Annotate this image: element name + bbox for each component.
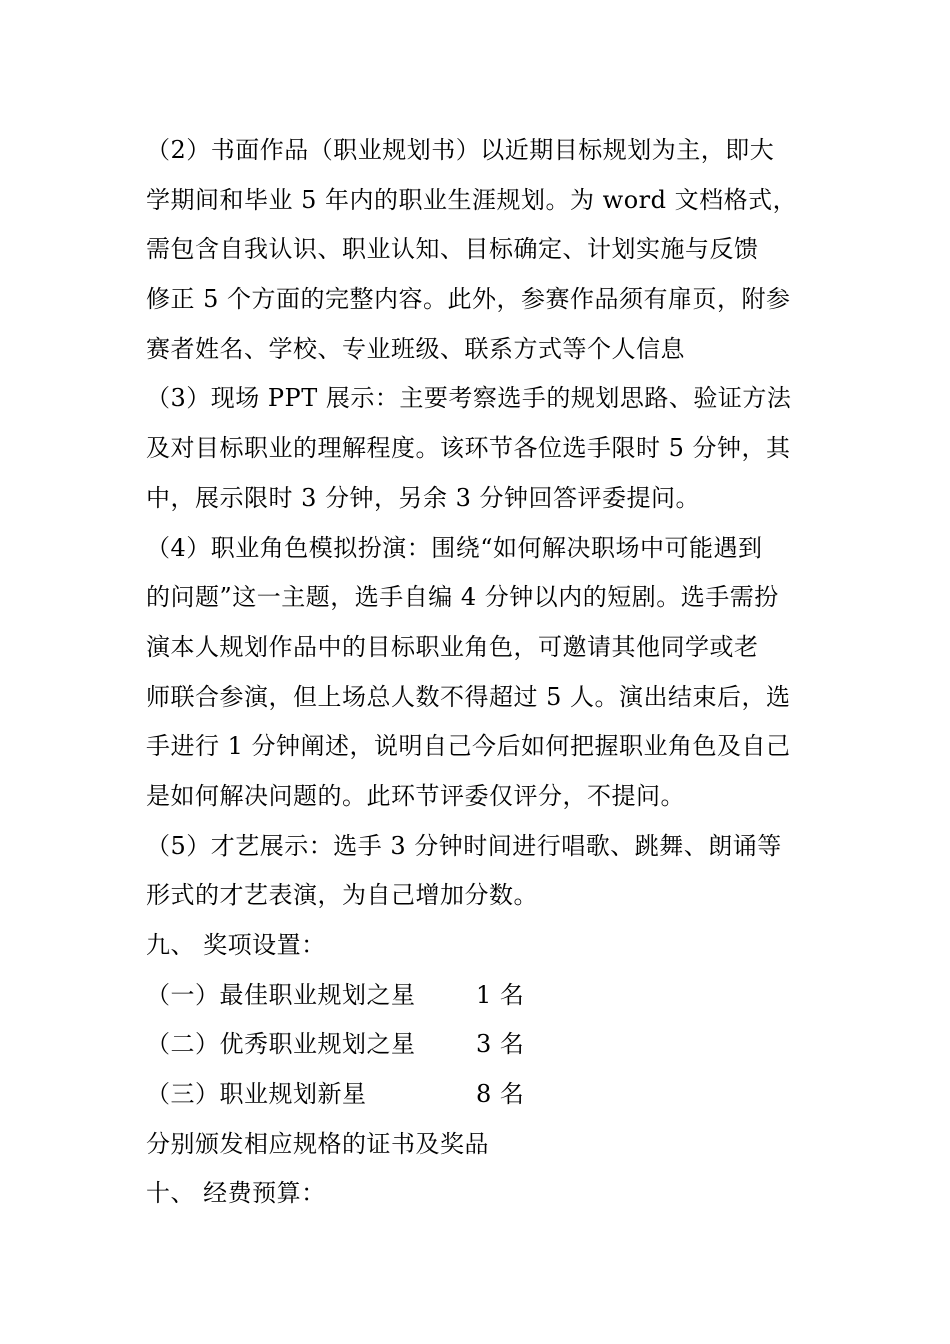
paragraph-written-work [146, 126, 806, 374]
section-heading-budget: 十、 经费预算： [146, 1179, 326, 1208]
text-line: （4）职业角色模拟扮演：围绕“如何解决职场中可能遇到 [146, 533, 763, 562]
award-note: 分别颁发相应规格的证书及奖品 [146, 1129, 489, 1158]
section-heading-awards: 九、 奖项设置： [146, 931, 326, 959]
text-line: 师联合参演，但上场总人数不得超过 5 人。演出结束后，选 [146, 682, 791, 711]
text-line: 是如何解决问题的。此环节评委仅评分，不提问。 [146, 781, 685, 810]
text-line: 中，展示限时 3 分钟，另余 3 分钟回答评委提问。 [146, 483, 701, 512]
paragraph-role-play [146, 524, 806, 822]
text-line: 学期间和毕业 5 年内的职业生涯规划。为 word 文档格式， [146, 185, 798, 214]
text-line: 演本人规划作品中的目标职业角色，可邀请其他同学或老 [146, 632, 759, 661]
award-count: 3 名 [476, 1030, 525, 1059]
document-page [146, 126, 806, 1219]
text-line: 形式的才艺表演，为自己增加分数。 [146, 881, 538, 910]
award-item [146, 971, 806, 1021]
award-item [146, 1020, 806, 1070]
text-line: （3）现场 PPT 展示：主要考察选手的规划思路、验证方法 [146, 384, 792, 413]
text-line: 赛者姓名、学校、专业班级、联系方式等个人信息 [146, 334, 685, 363]
text-line: 及对目标职业的理解程度。该环节各位选手限时 5 分钟，其 [146, 434, 791, 463]
text-line: 需包含自我认识、职业认知、目标确定、计划实施与反馈 [146, 235, 759, 264]
award-count: 1 名 [476, 980, 525, 1009]
text-line: 修正 5 个方面的完整内容。此外，参赛作品须有扉页，附参 [146, 285, 791, 314]
paragraph-ppt-presentation [146, 374, 806, 523]
text-line: （2）书面作品（职业规划书）以近期目标规划为主，即大 [146, 136, 775, 164]
text-line: （5）才艺展示：选手 3 分钟时间进行唱歌、跳舞、朗诵等 [146, 831, 782, 860]
award-item [146, 1070, 806, 1120]
award-name: （二）优秀职业规划之星 [146, 1030, 416, 1059]
text-line: 的问题”这一主题，选手自编 4 分钟以内的短剧。选手需扮 [146, 583, 779, 612]
text-line: 手进行 1 分钟阐述，说明自己今后如何把握职业角色及自己 [146, 732, 791, 761]
award-name: （一）最佳职业规划之星 [146, 980, 416, 1009]
award-count: 8 名 [476, 1080, 525, 1109]
paragraph-talent-show [146, 822, 806, 921]
award-name: （三）职业规划新星 [146, 1080, 367, 1109]
awards-list [146, 971, 806, 1120]
